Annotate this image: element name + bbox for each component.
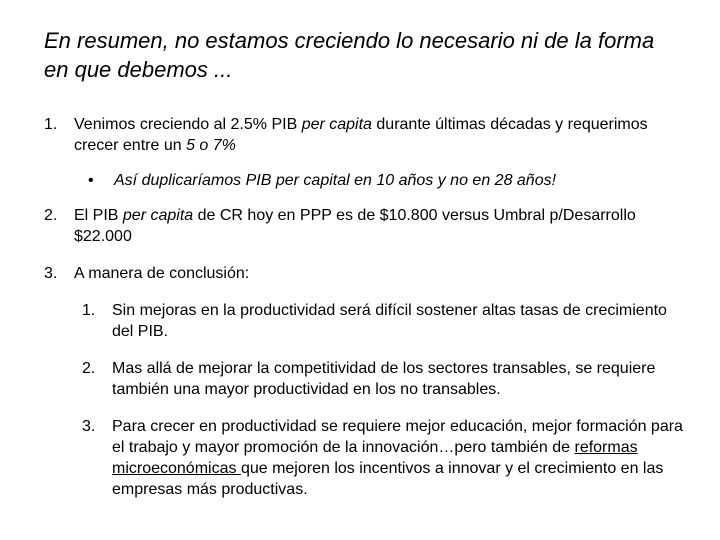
item-emphasis: per capita <box>301 116 372 133</box>
bullet-item <box>74 170 684 191</box>
item-text: de CR hoy en PPP es de $10.800 versus Umbral p/Desarrollo $22.000 <box>74 207 636 245</box>
item-emphasis: 5 o 7% <box>186 137 236 154</box>
list-number: 1. <box>82 302 96 319</box>
sub-item-2 <box>44 358 684 400</box>
bullet-text: Así duplicaríamos PIB per capital en 10 años y no en 28 años! <box>114 172 557 189</box>
sub-item-text: que mejoren los incentivos a innovar y el crecimiento en las empresas más productivas. <box>112 460 664 498</box>
list-item-3 <box>44 263 684 284</box>
list-item-1 <box>44 114 684 156</box>
sub-item-1 <box>44 300 684 342</box>
bullet-marker: • <box>88 172 94 189</box>
sub-item-text: Para crecer en productividad se requiere mejor educación, mejor formación para el trabajo y mayor promoción de la innovación…pero también de <box>112 418 683 456</box>
underlined-phrase: reformas microeconómicas <box>112 439 638 477</box>
list-number: 2. <box>44 207 58 224</box>
item-text: durante últimas décadas y requerimos crecer entre un <box>74 116 648 154</box>
list-item-2 <box>44 205 684 247</box>
list-number: 2. <box>82 360 96 377</box>
item-text: Venimos creciendo al 2.5% PIB <box>74 116 302 133</box>
sub-item-text: Mas allá de mejorar la competitividad de los sectores transables, se requiere también una mayor productividad en los no transables. <box>112 360 656 398</box>
slide-title: En resumen, no estamos creciendo lo necesario ni de la forma en que debemos ... <box>44 28 655 82</box>
list-number: 3. <box>82 418 96 435</box>
list-number: 3. <box>44 265 58 282</box>
item-emphasis: per capita <box>122 207 194 224</box>
sub-item-3 <box>44 416 684 500</box>
sub-item-text: Sin mejoras en la productividad será difícil sostener altas tasas de crecimiento del PIB. <box>112 302 667 340</box>
item-text: El PIB <box>74 207 123 224</box>
slide-content <box>44 114 684 500</box>
list-number: 1. <box>44 116 58 133</box>
item-text: A manera de conclusión: <box>74 265 250 282</box>
